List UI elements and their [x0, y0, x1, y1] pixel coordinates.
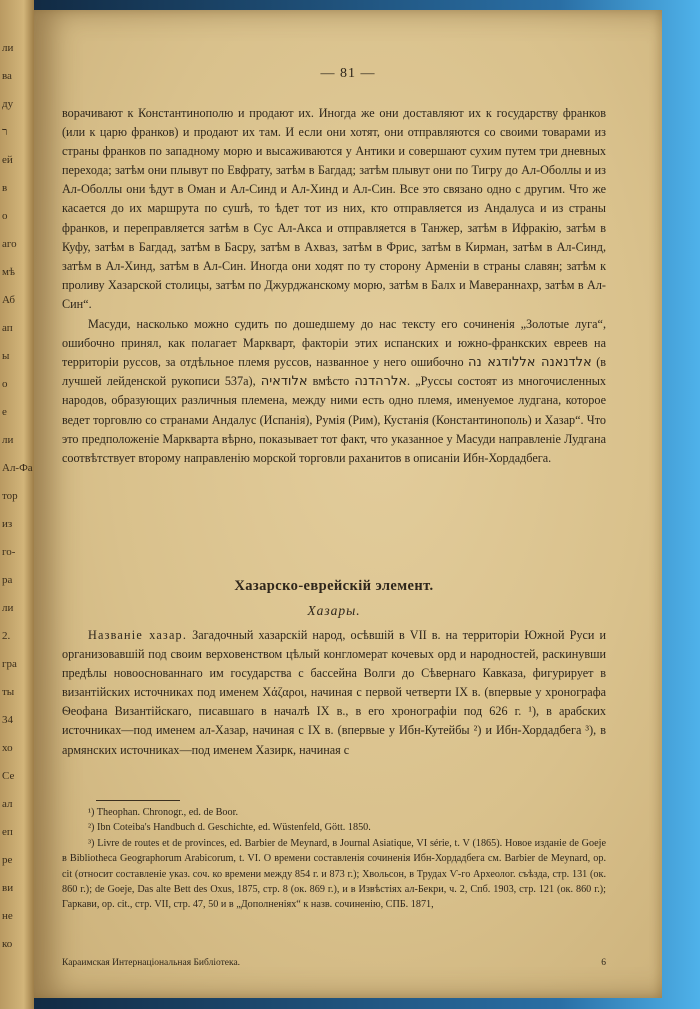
left-page-text-fragment: ли	[2, 42, 14, 54]
left-page-text-fragment: 2.	[2, 630, 11, 642]
left-page-text-fragment: Се	[2, 770, 15, 782]
paragraph-3	[62, 626, 606, 760]
section-heading: Хазарско-еврейскій элемент.	[234, 578, 434, 594]
left-page-text-fragment: ви	[2, 882, 14, 894]
paragraph-2	[62, 315, 606, 468]
left-page-text-fragment: ר	[2, 126, 8, 138]
left-page-text-fragment: тор	[2, 490, 18, 502]
left-page-text-fragment: ал	[2, 798, 13, 810]
left-page-text-fragment: ей	[2, 154, 13, 166]
footnotes	[62, 805, 606, 913]
left-page-text-fragment: о	[2, 210, 8, 222]
hebrew-word-2: אלודאיה	[260, 374, 308, 390]
main-text	[62, 104, 606, 469]
footer-sheet-number: 6	[601, 958, 606, 968]
page-number: — 81 —	[320, 66, 376, 81]
left-page-text-fragment: ду	[2, 98, 14, 110]
paragraph-2-vmesto: вмѣсто	[312, 374, 350, 389]
hebrew-word-3: אלרהדנה	[354, 374, 408, 390]
left-page-edge	[0, 0, 34, 1009]
left-page-text-fragment: еп	[2, 826, 13, 838]
paragraph-2-part-2: (в лучшей лейденской рукописи 537а),	[62, 355, 607, 389]
section-text	[62, 626, 606, 760]
left-page-text-fragment: Ал-Фа	[2, 462, 33, 474]
paragraph-2-part-1: Масуди, насколько можно судить по дошедшему до нас тексту его сочиненія „Золотые луга“, ошибочно принял, как полагает Маркварт, факторіи этих испанских и южно-франкских евреев на территоріи руссов, за отдѣльное племя руссов, названное у него ошибочно	[62, 317, 606, 370]
left-page-text-fragment: мѣ	[2, 266, 15, 278]
left-page-text-fragment: гра	[2, 658, 17, 670]
left-page-text-fragment: из	[2, 518, 13, 530]
footnote-2: ²) Ibn Coteiba's Handbuch d. Geschichte, ed. Wüstenfeld, Gött. 1850.	[88, 822, 371, 834]
left-page-text-fragment: аго	[2, 238, 17, 250]
left-page-text-fragment: в	[2, 182, 8, 194]
left-page-text-fragment: Аб	[2, 294, 15, 306]
left-page-text-fragment: 34	[2, 714, 13, 726]
left-page-text-fragment: ре	[2, 854, 13, 866]
sub-heading: Хазары.	[307, 603, 361, 618]
book-page	[34, 10, 662, 998]
left-page-text-fragment: ва	[2, 70, 12, 82]
paragraph-1: ворачивают к Константинополю и продают их. Иногда же они доставляют их к государству франков (или к царю франков) и продают их там. И если они хотят, они отправляются со своими товарами из страны франков по западному морю и высаживаются у Антики и совершают сухим путем три дневных перехода; затѣм они плывут по Евфрату, затѣм в Багдад; затѣм плывут они по Тигру до Ал-Оболлы и из Ал-Оболлы они ѣдут в Оман и Ал-Синд и Ал-Хинд и Ал-Син. Все это связано одно с другим. Что же касается до их маршрута по сушѣ, то ѣдет тот из них, кто отправляется из Андалуса и из страны франков, и переправляется затѣм в Сус Ал-Акса и отправляется в Танжер, затѣм в Ифракію, затѣм в Куфу, затѣм в Багдад, затѣм в Басру, затѣм в Ахваз, затѣм в Фрис, затѣм в Кирман, затѣм в Ал-Синд, затѣм в Ал-Хинд, затѣм в Ал-Син. Иногда они ходят по ту сторону Арменіи в страны славян; затѣм к проливу Хазарской столицы, затѣм по Джурджанскому морю, затѣм в Балх и Мавераннахр, затѣм в Ал-Син“.	[62, 106, 606, 311]
left-page-text-fragment: ли	[2, 434, 14, 446]
paragraph-2-part-3: . „Руссы состоят из многочисленных народов, образующих различныя племена, между ними есть одно племя, именуемое лудгана, которое ведет торговлю со странами Андалус (Испанія), Румія (Рим), Кустанія (Константинополь) и Хазар“. Что это предположеніе Маркварта вѣрно, показывает тот факт, что указанное у Масуди направленіе Лудгана соотвѣтствует второму направленію морской торговли раханитов в описаніи Ибн-Хордадбега.	[62, 374, 606, 465]
left-page-text-fragment: хо	[2, 742, 13, 754]
left-page-text-fragment: ко	[2, 938, 13, 950]
paragraph-3-body: Загадочный хазарскій народ, осѣвшій в VII в. на территоріи Южной Руси и организовавшій под своим верховенством цѣлый конгломерат кочевых орд и народностей, раскинувши предѣлы новооснованнаго им государства с бассейна Волги до Сѣвернаго Кавказа, фигурирует в византійских источниках под именем Χάζαροι, начиная с первой четверти IX в. (впервые у хронографа Ѳеофана Византійскаго, писавшаго в началѣ IX в., в его хронографіи под 626 г. ¹), в арабских источниках—под именем ал-Хазар, начиная с IX в. (впервые у Ибн-Кутейбы ²) и Ибн-Хордадбега ³), в армянских источниках—под именем Хазирк, начиная с	[62, 628, 606, 757]
left-page-text-fragment: ты	[2, 686, 15, 698]
left-page-text-fragment: е	[2, 406, 7, 418]
footnote-1: ¹) Theophan. Chronogr., ed. de Boor.	[88, 807, 238, 818]
paragraph-3-lead: Названіе хазар.	[88, 628, 188, 642]
left-page-text-fragment: не	[2, 910, 13, 922]
left-page-text-fragment: го-	[2, 546, 16, 558]
footnote-divider	[96, 800, 180, 801]
footer-signature: Караимская Интернаціональная Библіотека.	[62, 958, 241, 968]
left-page-text-fragment: ап	[2, 322, 13, 334]
footnote-3: ³) Livre de routes et de provinces, ed. Barbier de Meynard, в Journal Asiatique, VI série, t. V (1865). Новое изданіе de Goeje в Bibliotheca Geographorum Arabicorum, t. VI. О времени составленія сочиненія Ибн-Хордадбега см. Barbier de Meynard, op. cit (относит составленіе указ. соч. ко времени между 854 г. и 873 г.); Хвольсон, в Трудах Ѵ-го Археолог. съѣзда, стр. 131 (ок. 860 г.); de Goeje, Das alte Bett des Oxus, 1875, стр. 8 (ок. 869 г.), и в Извѣстіях ал-Бекри, ч. 2, Спб. 1903, стр. 121 (ок. 860 г.); Гаркави, op. cit., стр. VII, стр. 47, 50 и в „Дополненіях“ к назв. сочиненію, СПБ. 1871,	[62, 837, 606, 911]
page-footer	[62, 958, 606, 968]
left-page-text-fragment: ра	[2, 574, 13, 586]
hebrew-word-1: אלדנאנה אללודגא נה	[468, 355, 592, 371]
left-page-text-fragment: ли	[2, 602, 14, 614]
left-page-text-fragment: о	[2, 378, 8, 390]
left-page-text-fragment: ы	[2, 350, 10, 362]
